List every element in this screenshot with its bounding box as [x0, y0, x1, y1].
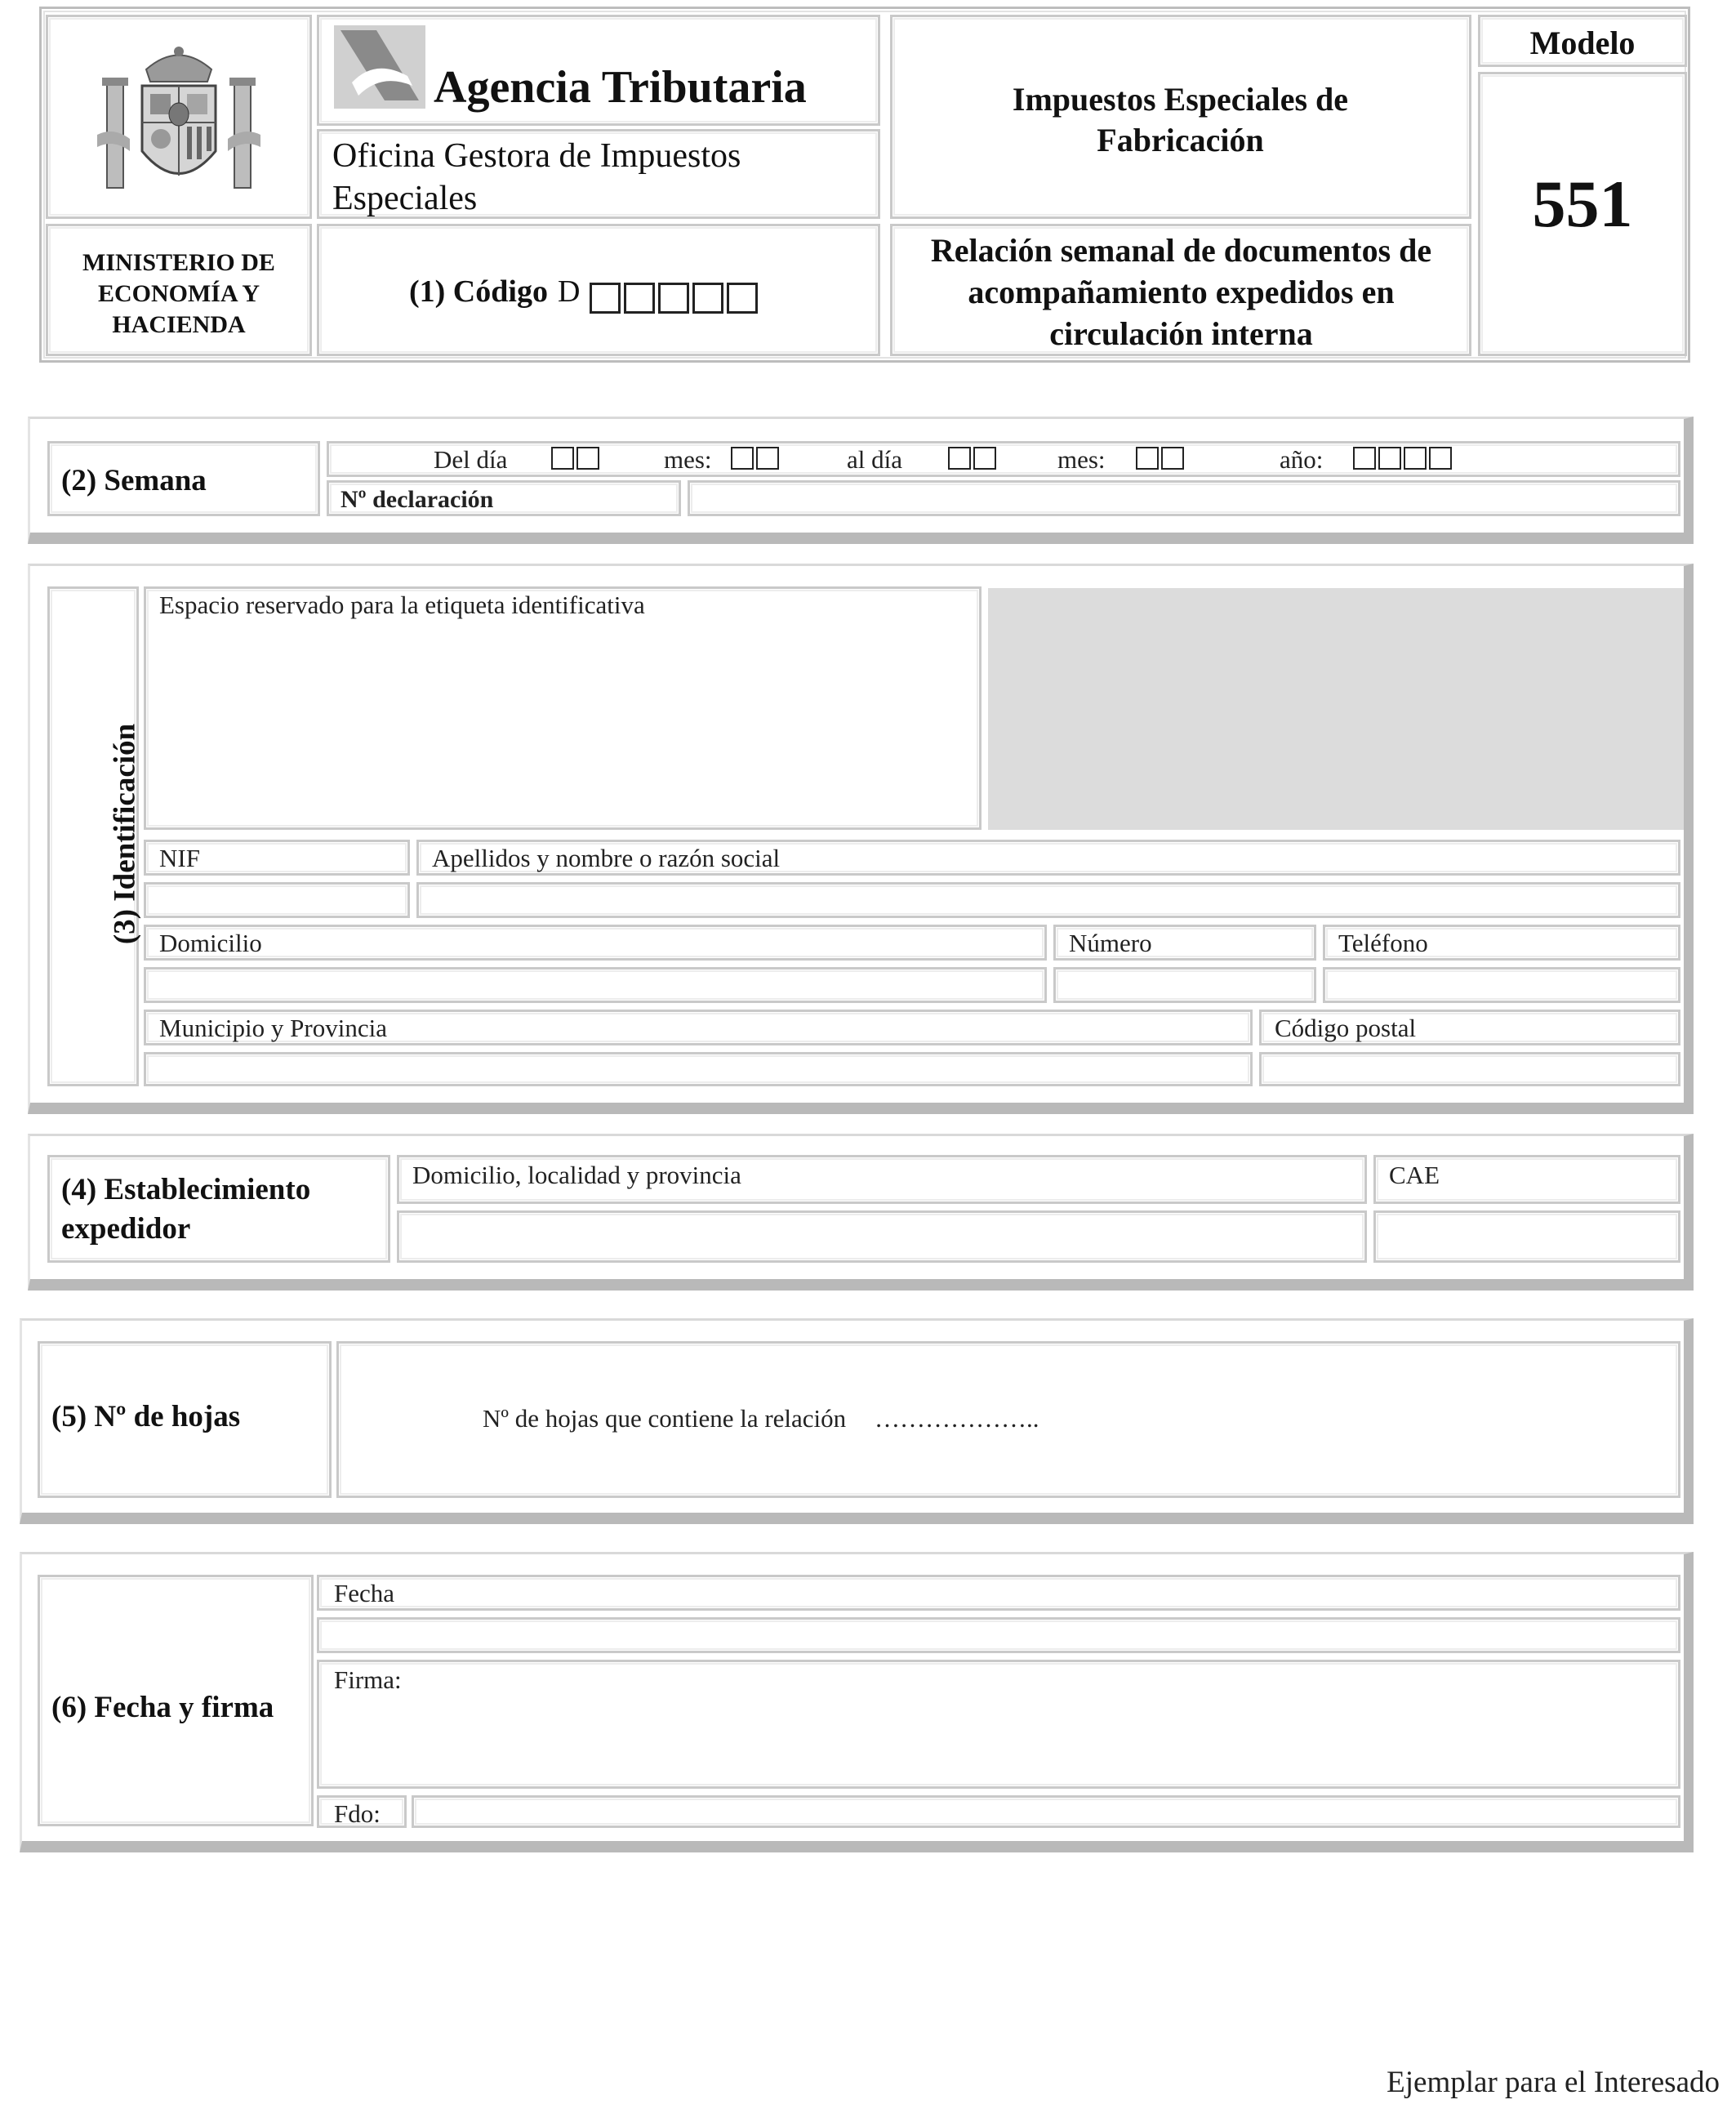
digit-box[interactable]	[948, 447, 971, 470]
grey-reserved-area	[988, 588, 1684, 830]
al-dia-label: al día	[847, 445, 902, 474]
ministry-name: MINISTERIO DE ECONOMÍA Y HACIENDA	[82, 249, 275, 338]
fdo-label-cell	[317, 1795, 407, 1828]
al-dia-boxes[interactable]	[948, 447, 999, 470]
cae-input[interactable]	[1373, 1210, 1680, 1263]
firma-label: Firma:	[334, 1665, 402, 1694]
semana-dates-row	[327, 441, 1680, 477]
digit-box[interactable]	[731, 447, 754, 470]
form-title-cell	[890, 224, 1471, 356]
hojas-field[interactable]	[336, 1341, 1680, 1498]
agency-logo-icon	[334, 25, 425, 109]
digit-box[interactable]	[1136, 447, 1159, 470]
anio-label: año:	[1280, 445, 1324, 474]
digit-box[interactable]	[973, 447, 996, 470]
est-domicilio-input[interactable]	[397, 1210, 1367, 1263]
firma-title: (6) Fecha y firma	[51, 1691, 274, 1724]
modelo-label-cell	[1478, 15, 1687, 67]
code-field[interactable]	[409, 274, 761, 314]
anio-boxes[interactable]	[1353, 447, 1454, 470]
tax-title-cell	[890, 15, 1471, 219]
code-digit-box[interactable]	[590, 283, 621, 314]
tax-title: Impuestos Especiales de Fabricación	[1012, 81, 1349, 158]
agency-name: Agencia Tributaria	[434, 62, 807, 113]
telefono-label: Teléfono	[1338, 929, 1428, 957]
declaracion-label-cell	[327, 480, 681, 516]
firma-area[interactable]	[317, 1660, 1680, 1789]
est-domicilio-label: Domicilio, localidad y provincia	[412, 1161, 741, 1189]
mes1-label: mes:	[664, 445, 712, 474]
footer-copy: Ejemplar para el Interesado	[1387, 2066, 1720, 2099]
telefono-input[interactable]	[1323, 967, 1680, 1003]
numero-label-cell	[1053, 925, 1316, 961]
office-cell	[317, 129, 880, 219]
mes2-label: mes:	[1057, 445, 1106, 474]
digit-box[interactable]	[756, 447, 779, 470]
fecha-input[interactable]	[317, 1617, 1680, 1653]
digit-box[interactable]	[551, 447, 574, 470]
municipio-input[interactable]	[144, 1052, 1253, 1086]
etiqueta-space	[144, 586, 982, 830]
domicilio-label: Domicilio	[159, 929, 262, 957]
cp-label: Código postal	[1275, 1014, 1417, 1042]
fdo-label: Fdo:	[334, 1799, 381, 1828]
nif-label-cell	[144, 840, 410, 876]
coat-of-arms-icon	[97, 37, 260, 200]
identificacion-title: (3) Identificación	[108, 723, 142, 945]
agency-cell	[317, 15, 880, 126]
municipio-label-cell	[144, 1010, 1253, 1045]
code-digit-box[interactable]	[624, 283, 655, 314]
code-digit-box[interactable]	[658, 283, 689, 314]
fecha-label-cell	[317, 1575, 1680, 1611]
hojas-text: Nº de hojas que contiene la relación	[483, 1404, 847, 1433]
hojas-title-cell	[38, 1341, 332, 1498]
digit-box[interactable]	[1429, 447, 1452, 470]
office-name: Oficina Gestora de Impuestos Especiales	[332, 137, 741, 217]
ministry-cell	[46, 224, 312, 356]
municipio-label: Municipio y Provincia	[159, 1014, 387, 1042]
declaracion-input[interactable]	[688, 480, 1680, 516]
cae-label-cell	[1373, 1155, 1680, 1204]
digit-box[interactable]	[1353, 447, 1376, 470]
nombre-label: Apellidos y nombre o razón social	[432, 844, 781, 872]
semana-title: (2) Semana	[61, 464, 207, 497]
nif-input[interactable]	[144, 882, 410, 918]
digit-box[interactable]	[1378, 447, 1401, 470]
hojas-title: (5) Nº de hojas	[51, 1400, 241, 1433]
domicilio-label-cell	[144, 925, 1047, 961]
cp-input[interactable]	[1259, 1052, 1680, 1086]
mes2-boxes[interactable]	[1136, 447, 1186, 470]
telefono-label-cell	[1323, 925, 1680, 961]
code-label: (1) Código	[409, 274, 548, 309]
cae-label: CAE	[1389, 1161, 1440, 1189]
hojas-dots: ………………..	[875, 1404, 1039, 1433]
digit-box[interactable]	[1404, 447, 1427, 470]
semana-title-cell	[47, 441, 320, 516]
modelo-number-cell	[1478, 72, 1687, 356]
code-cell	[317, 224, 880, 356]
code-prefix: D	[557, 274, 581, 309]
code-digit-box[interactable]	[692, 283, 723, 314]
del-dia-boxes[interactable]	[551, 447, 602, 470]
modelo-label: Modelo	[1529, 25, 1636, 61]
form-title: Relación semanal de documentos de acompañamiento expedidos en circulación interna	[930, 232, 1432, 352]
est-domicilio-label-cell	[397, 1155, 1367, 1204]
coat-of-arms-cell	[46, 15, 312, 219]
code-digit-box[interactable]	[727, 283, 758, 314]
nombre-label-cell	[416, 840, 1680, 876]
mes1-boxes[interactable]	[731, 447, 781, 470]
numero-label: Número	[1069, 929, 1152, 957]
identificacion-title-cell	[47, 586, 142, 1086]
digit-box[interactable]	[576, 447, 599, 470]
modelo-number: 551	[1532, 167, 1633, 241]
fecha-label: Fecha	[334, 1579, 395, 1607]
etiqueta-label: Espacio reservado para la etiqueta identificativa	[159, 591, 645, 619]
establecimiento-title-cell	[47, 1155, 390, 1263]
nombre-input[interactable]	[416, 882, 1680, 918]
domicilio-input[interactable]	[144, 967, 1047, 1003]
nif-label: NIF	[159, 844, 200, 872]
fdo-input[interactable]	[412, 1795, 1680, 1828]
del-dia-label: Del día	[434, 445, 508, 474]
declaracion-label: Nº declaración	[341, 486, 494, 513]
cp-label-cell	[1259, 1010, 1680, 1045]
firma-title-cell	[38, 1575, 314, 1826]
digit-box[interactable]	[1161, 447, 1184, 470]
establecimiento-title: (4) Establecimiento expedidor	[61, 1173, 311, 1246]
numero-input[interactable]	[1053, 967, 1316, 1003]
